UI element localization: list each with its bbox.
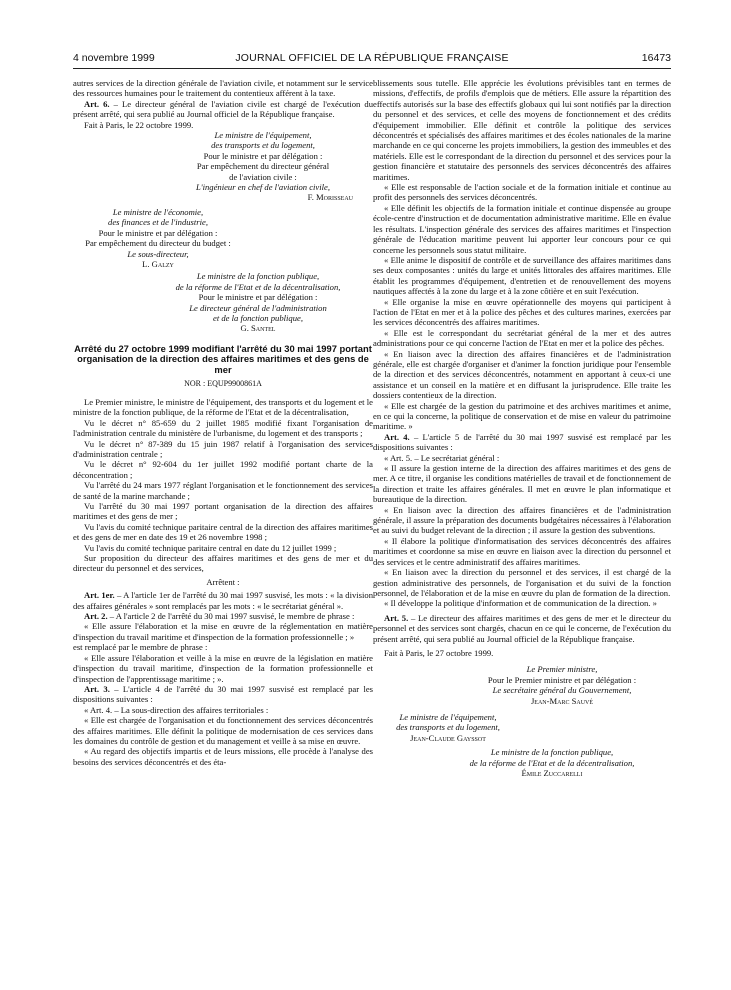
paragraph: Sur proposition du directeur des affaires maritimes et des gens de mer et du directeur du personnel et des services, [73, 553, 373, 574]
paragraph: Vu le décret n° 87-389 du 15 juin 1987 relatif à l'organisation des services d'administration centrale ; [73, 438, 373, 459]
sig-line: Le ministre de l'économie, [112, 206, 204, 217]
article-4 [373, 432, 671, 453]
page-number: 16473 [641, 52, 671, 64]
signatory-name: L. Galzy [142, 258, 174, 269]
sig-line: Pour le ministre et par délégation : [203, 150, 323, 161]
sig-line: Pour le Premier ministre et par délégation : [487, 674, 637, 685]
article-text: – Le directeur général de l'aviation civile est chargé de l'exécution du présent arrêté, qui sera publié au Journal officiel de la République française. [73, 98, 374, 120]
header-rule [73, 68, 671, 69]
decree-title: Arrêté du 27 octobre 1999 modifiant l'arrêté du 30 mai 1997 portant organisation de la direction des affaires maritimes et des gens de mer [74, 342, 372, 375]
subheading: « Art. 5. – Le secrétariat général : [384, 452, 500, 463]
sig-line: Le ministre de la fonction publique, [196, 271, 320, 282]
right-column [373, 78, 671, 778]
article-3 [73, 684, 373, 705]
paragraph: « En liaison avec la direction des affaires financières et de l'administration générale, elle est chargée d'organiser et d'animer la fonction juridique pour l'ensemble de la direction et des services déconcentrés, notamment en apportant à ceux-ci une assistance et un conseil en la matière et en diffusant la jurisprudence. Elle traite les dossiers contentieux de la direction. [373, 348, 671, 401]
signatory-name: Jean-Claude Gayssot [410, 732, 486, 743]
quote: « Elle assure l'élaboration et la mise en œuvre de la réglementation en matière d'inspection du travail maritime et d'inspection de la formation professionnelle ; » [73, 621, 373, 642]
sig-line: de l'aviation civile : [229, 171, 297, 182]
paragraph: Vu l'avis du comité technique paritaire central de la direction des affaires maritimes et des gens de mer en date des 19 et 26 novembre 1998 ; [73, 521, 373, 543]
article-label: Art. 6. [84, 98, 110, 109]
article-text: – A l'article 2 de l'arrêté du 30 mai 1997 susvisé, le membre de phrase : [107, 611, 355, 622]
left-column [73, 78, 373, 767]
quote: « Elle est chargée de l'organisation et du fonctionnement des services déconcentrés des affaires maritimes. Elle définit la politique de modernisation de ces services dans les domaines du contrôle de gestion et du management et veille à sa mise en œuvre. [73, 715, 373, 746]
paragraph: est remplacé par le membre de phrase : [73, 642, 208, 653]
article-5 [373, 613, 671, 644]
signature-block-1 [153, 130, 373, 203]
article-6 [73, 99, 373, 120]
sig-line: des transports et du logement, [211, 140, 315, 151]
article-1 [73, 590, 373, 611]
paragraph: Vu le décret n° 85-659 du 2 juillet 1985 modifié fixant l'organisation de l'administration centrale du ministère de l'urbanisme, du logement et des transports ; [73, 417, 373, 439]
sig-line: L'ingénieur en chef de l'aviation civile, [196, 182, 330, 193]
paragraph: Le Premier ministre, le ministre de l'équipement, des transports et du logement et le ministre de la fonction publique, de la réforme de l'Etat et de la décentralisation, [73, 396, 373, 418]
sig-line: Pour le ministre et par délégation : [198, 292, 318, 303]
article-label: Art. 4. [384, 431, 410, 442]
paragraph: Vu l'arrêté du 30 mai 1997 portant organisation de la direction des affaires maritimes et des gens de mer ; [73, 501, 373, 522]
journal-title: JOURNAL OFFICIEL DE LA RÉPUBLIQUE FRANÇAISE [235, 52, 509, 64]
sig-line: des transports et du logement, [396, 722, 500, 733]
article-text: – Le directeur des affaires maritimes et des gens de mer et le directeur du personnel et des services sont chargés, chacun en ce qui le concerne, de l'exécution du présent arrêté, qui sera publié au Journal officiel de la République française. [373, 612, 672, 644]
signature-block-4 [453, 664, 671, 706]
sig-line: des finances et de l'industrie, [108, 217, 208, 228]
signature-block-3 [143, 271, 373, 333]
quote: « Au regard des objectifs impartis et de leurs missions, elle procède à l'analyse des besoins des services déconcentrés et des éta- [73, 746, 373, 767]
paragraph: Vu le décret n° 92-604 du 1er juillet 1992 modifié portant charte de la déconcentration ; [73, 459, 373, 480]
quote: « Elle assure l'élaboration et veille à la mise en œuvre de la législation en matière d'inspection du travail maritime, d'inspection de la formation professionnelle et d'inspection de l'apprentissage maritime ; ». [73, 652, 373, 684]
header-date: 4 novembre 1999 [73, 52, 155, 64]
article-label: Art. 3. [84, 683, 110, 694]
sig-line: Le ministre de la fonction publique, [490, 747, 614, 758]
paragraph: « Elle est responsable de l'action sociale et de la formation initiale et continue au profit des personnels des services déconcentrés. [373, 182, 671, 203]
paragraph: « Elle définit les objectifs de la formation initiale et continue dispensée au groupe école-centre d'instruction et de documentation administrative maritime. Elle en évalue les résultats. L'inspection générale des services des affaires maritimes et l'inspection générale de l'éducation maritime peuvent lui apporter leur concours pour ce qui concerne les personnels sous statut militaire. [373, 202, 671, 255]
paragraph: « Elle organise la mise en œuvre opérationnelle des moyens qui participent à l'action de l'Etat en mer et à la police des pêches et des cultures marines, exercées par les services déconcentrés des affaires maritimes. [373, 296, 671, 328]
paragraph: « Elle est chargée de la gestion du patrimoine et des archives maritimes et anime, en ce qui la concerne, la politique de conservation et de mise en valeur du patrimoine maritime. » [373, 400, 671, 432]
article-label: Art. 2. [84, 611, 108, 622]
signature-block-2 [73, 207, 243, 269]
signatory-name: F. Morisseau [307, 192, 353, 203]
signatory-name: Émile Zuccarelli [521, 768, 583, 778]
quote: « En liaison avec la direction des affaires financières et de l'administration générale, il assure la préparation des documents budgétaires nécessaires à l'élaboration et au suivi du budget relevant de la direction ; il assure la gestion des subventions. [373, 504, 671, 536]
sig-line: Le directeur général de l'administration [189, 302, 327, 313]
quote: « Il assure la gestion interne de la direction des affaires maritimes et des gens de mer. A ce titre, il organise les conditions matérielles de travail et de fonctionnement de la direction et traite les affaires générales. Il met en œuvre le plan informatique et bureautique de la direction. [373, 463, 671, 505]
article-label: Art. 1er. [84, 590, 115, 601]
signatory-name: Jean-Marc Sauvé [530, 695, 594, 706]
sig-line: Le sous-directeur, [127, 248, 189, 259]
nor-reference: NOR : EQUP9900861A [184, 378, 262, 388]
signature-block-5 [373, 712, 523, 743]
sig-line: Le secrétaire général du Gouvernement, [492, 685, 632, 696]
subheading: « Art. 4. – La sous-direction des affaires territoriales : [84, 704, 269, 715]
paragraph: Vu l'avis du comité technique paritaire central en date du 12 juillet 1999 ; [84, 542, 337, 553]
sig-line: et de la fonction publique, [213, 312, 303, 323]
sig-line: Le ministre de l'équipement, [214, 130, 312, 141]
sig-line: de la réforme de l'Etat et de la décentralisation, [175, 281, 341, 292]
article-text: – L'article 5 de l'arrêté du 30 mai 1997 susvisé est remplacé par les dispositions suivantes : [373, 431, 672, 453]
fait-date: Fait à Paris, le 22 octobre 1999. [84, 119, 194, 130]
sig-line: Le ministre de l'équipement, [399, 711, 497, 722]
article-2 [73, 611, 373, 621]
page-header [73, 52, 671, 68]
article-text: – A l'article 1er de l'arrêté du 30 mai 1997 susvisé, les mots : « la division des affaires générales » sont remplacés par les mots : « le secrétariat général ». [73, 590, 373, 611]
article-label: Art. 5. [384, 612, 409, 623]
sig-line: Par empêchement du directeur du budget : [85, 238, 231, 249]
paragraph: Vu l'arrêté du 24 mars 1977 réglant l'organisation et le fonctionnement des services de santé de la marine marchande ; [73, 480, 373, 501]
arretent: Arrêtent : [206, 576, 240, 587]
fait-date: Fait à Paris, le 27 octobre 1999. [384, 647, 494, 658]
quote: « Il développe la politique d'information et de communication de la direction. » [384, 598, 657, 609]
paragraph: blissements sous tutelle. Elle apprécie les évolutions prévisibles tant en termes de missions, d'effectifs, de profils d'emplois que de métiers. Elle assure la répartition des effectifs autorisés sur la base des effectifs globaux qui lui sont notifiés par la direction du personnel et des services, et celle des moyens de fonctionnement et des crédits d'équipement immobilier. Elle définit et contrôle la politique des services déconcentrés et spécialisés des affaires maritimes et des écoles nationales de la marine marchande en ce qui concerne les projets immobiliers, la gestion des immeubles et des matériels. Elle est le correspondant de la direction du personnel et des services pour la gestion financière et statutaire des personnels des services déconcentrés des affaires maritimes. [373, 78, 671, 182]
sig-line: Par empêchement du directeur général [196, 161, 330, 172]
quote: « En liaison avec la direction du personnel et des services, il est chargé de la gestion administrative des personnels, de l'organisation et du suivi de la fonction personnel, de l'élaboration et de la mise en œuvre du plan de formation de la direction. [373, 567, 671, 598]
paragraph: « Elle anime le dispositif de contrôle et de surveillance des affaires maritimes dans ses deux composantes : unités du large et unités littorales des affaires maritimes. Elle établit les programmes d'équipement, d'entretien et de renouvellement des moyens nautiques affectés à la zone du large et à la zone côtière et en suit l'exécution. [373, 254, 671, 297]
sig-line: de la réforme de l'Etat et de la décentralisation, [469, 757, 635, 768]
signatory-name: G. Santel [240, 323, 276, 334]
signature-block-6 [433, 747, 671, 778]
sig-line: Pour le ministre et par délégation : [98, 227, 218, 238]
paragraph: « Elle est le correspondant du secrétariat général de la mer et des autres administrations pour ce qui concerne l'action de l'Etat en mer et la police des pêches. [373, 327, 671, 349]
sig-line: Le Premier ministre, [526, 664, 598, 675]
quote: « Il élabore la politique d'informatisation des services déconcentrés des affaires maritimes et coordonne sa mise en œuvre en liaison avec la direction du personnel et des services et le centre administratif des affaires maritimes. [373, 535, 671, 567]
paragraph: autres services de la direction générale de l'aviation civile, et notamment sur le service des ressources humaines pour le traitement du contentieux afférent à la taxe. [73, 78, 373, 99]
article-text: – L'article 4 de l'arrêté du 30 mai 1997 susvisé est remplacé par les dispositions suivantes : [73, 683, 374, 705]
